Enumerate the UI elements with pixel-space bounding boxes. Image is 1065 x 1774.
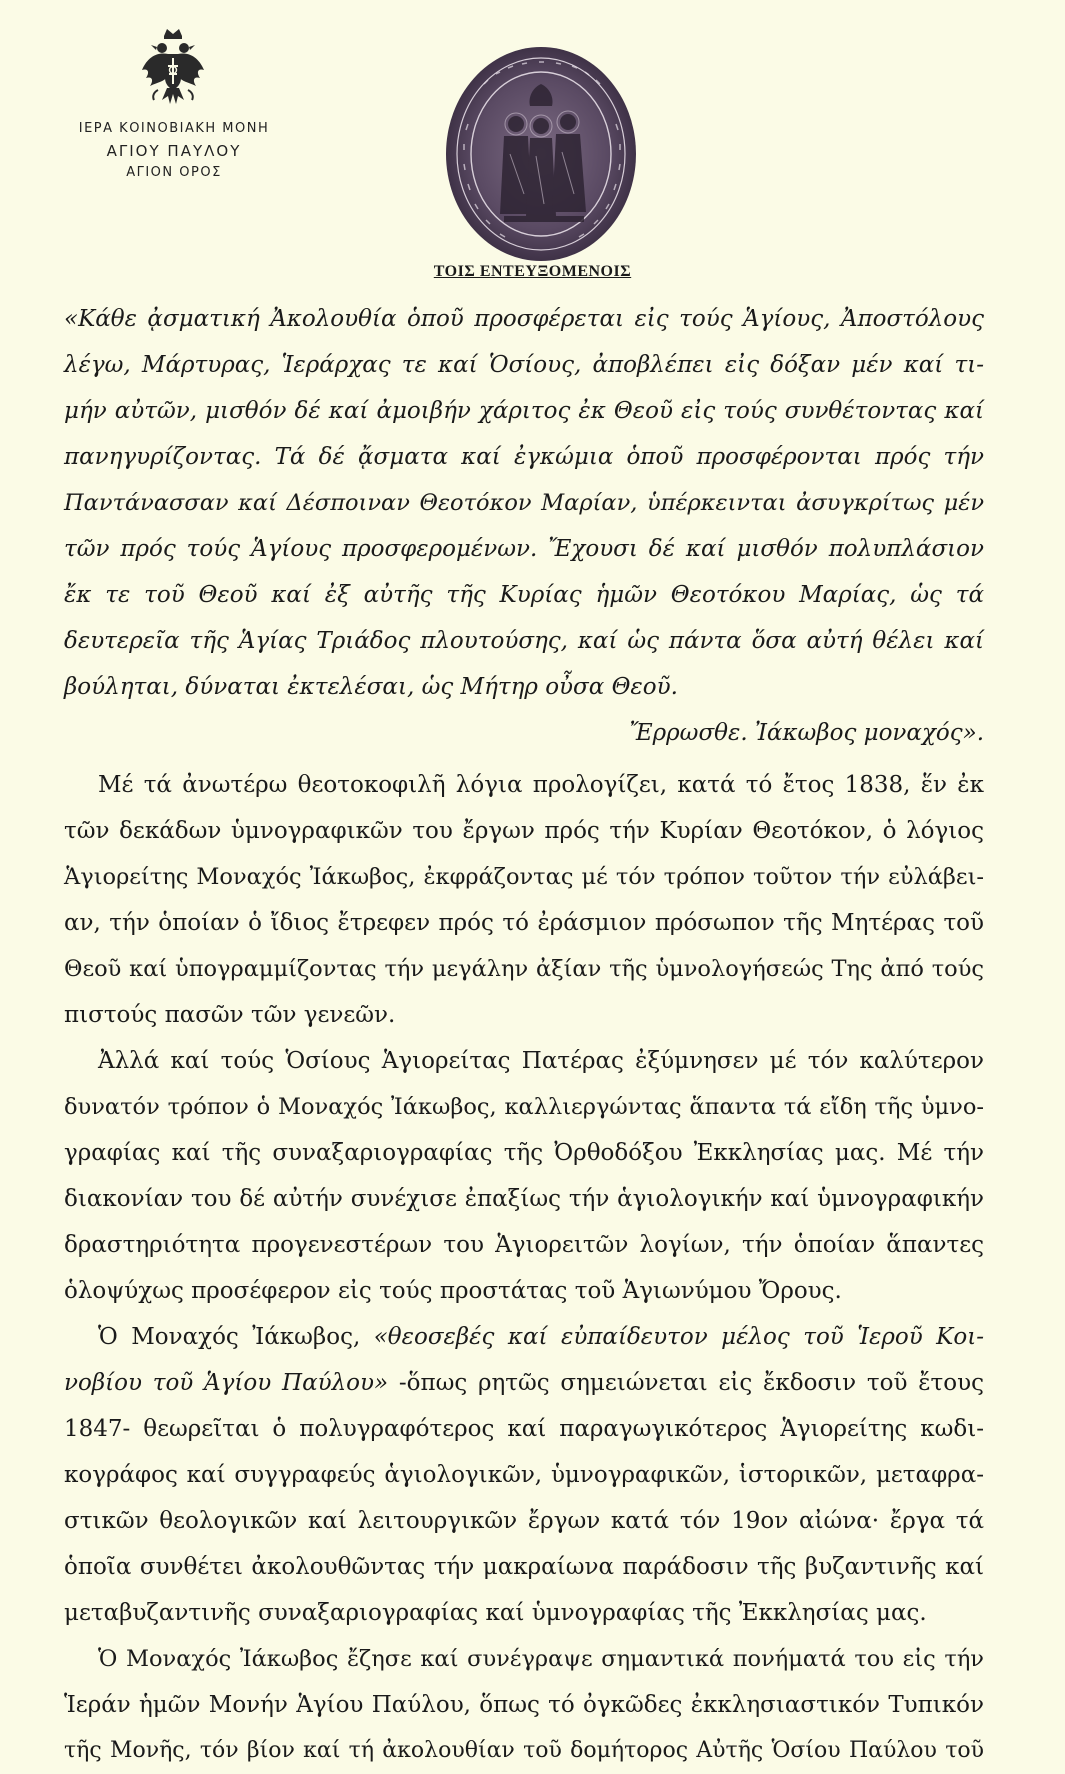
paragraph-line: κογράφος καί συγγραφεύς ἁγιολογικῶν, ὑμνογραφικῶν, ἱστορικῶν, μεταφρα-: [64, 1462, 984, 1488]
quote-line: πανηγυρίζοντας. Τά δέ ᾄσματα καί ἐγκώμια ὁποῦ προσφέρονται πρός τήν: [64, 444, 984, 470]
paragraph-line: Ἁγιορείτης Μοναχός Ἰάκωβος, ἐκφράζοντας μέ τόν τρόπον τοῦτον τήν εὐλάβει-: [64, 864, 984, 890]
paragraph-line: στικῶν θεολογικῶν καί λειτουργικῶν ἔργων κατά τόν 19ον αἰώνα· ἔργα τά: [64, 1508, 984, 1534]
letterhead-line-1: ΙΕΡΑ ΚΟΙΝΟΒΙΑΚΗ ΜΟΝΗ: [78, 121, 270, 136]
paragraph-line: Θεοῦ καί ὑπογραμμίζοντας τήν μεγάλην ἀξίαν τῆς ὑμνολογήσεώς Της ἀπό τούς: [64, 956, 984, 982]
paragraph-line: γραφίας καί τῆς συναξαριογραφίας τῆς Ὀρθοδόξου Ἐκκλησίας μας. Μέ τήν: [64, 1140, 984, 1166]
preface-quote: [64, 296, 984, 756]
paragraph-line: τῶν δεκάδων ὑμνογραφικῶν του ἔργων πρός τήν Κυρίαν Θεοτόκον, ὁ λόγιος: [64, 818, 984, 844]
paragraph-line: Ἱεράν ἡμῶν Μονήν Ἁγίου Παύλου, ὅπως τό ὀγκῶδες ἐκκλησιαστικόν Τυπικόν: [64, 1692, 984, 1718]
paragraph-4: [64, 1636, 984, 1774]
paragraph-line: δραστηριότητα προγενεστέρων του Ἁγιορειτῶν λογίων, τήν ὁποίαν ἅπαντες: [64, 1232, 984, 1258]
paragraph-1: [64, 762, 984, 1038]
monastery-letterhead: [54, 118, 294, 184]
paragraph-3: [64, 1314, 984, 1636]
paragraph-line: Ἀλλά καί τούς Ὁσίους Ἁγιορείτας Πατέρας ἐξύμνησεν μέ τόν καλύτερον: [98, 1048, 984, 1074]
paragraph-line: [64, 1360, 984, 1406]
paragraph-line: τῆς Μονῆς, τόν βίον καί τή ἀκολουθίαν τοῦ δομήτορος Αὐτῆς Ὁσίου Παύλου τοῦ: [64, 1738, 984, 1763]
letterhead-line-2: ΑΓΙΟΥ ΠΑΥΛΟΥ: [106, 142, 242, 160]
paragraph-line: πιστούς πασῶν τῶν γενεῶν.: [64, 1002, 396, 1028]
paragraph-line: δυνατόν τρόπον ὁ Μοναχός Ἰάκωβος, καλλιεργώντας ἅπαντα τά εἴδη τῆς ὑμνο-: [64, 1094, 984, 1120]
quote-line: ἔκ τε τοῦ Θεοῦ καί ἐξ αὐτῆς τῆς Κυρίας ἡμῶν Θεοτόκου Μαρίας, ὡς τά: [64, 582, 984, 608]
monastery-seal-icon: [444, 44, 638, 264]
quote-line: τῶν πρός τούς Ἁγίους προσφερομένων. Ἔχουσι δέ καί μισθόν πολυπλάσιον: [64, 536, 984, 562]
quote-line: Παντάνασσαν καί Δέσποιναν Θεοτόκον Μαρίαν, ὑπέρκεινται ἀσυγκρίτως μέν: [64, 490, 984, 516]
paragraph-line: ὁλοψύχως προσέφερον εἰς τούς προστάτας τοῦ Ἁγιωνύμου Ὄρους.: [64, 1278, 842, 1304]
paragraph-text: -ὅπως ρητῶς σημειώνεται εἰς ἔκδοσιν τοῦ ἔτους: [388, 1370, 984, 1396]
double-headed-eagle-icon: [140, 26, 206, 110]
paragraph-line: Ὁ Μοναχός Ἰάκωβος ἔζησε καί συνέγραψε σημαντικά πονήματά του εἰς τήν: [98, 1646, 984, 1672]
paragraph-line: Μέ τά ἀνωτέρω θεοτοκοφιλῆ λόγια προλογίζει, κατά τό ἔτος 1838, ἕν ἐκ: [98, 772, 984, 798]
body-text: [64, 296, 984, 1774]
page-heading: ΤΟΙΣ ΕΝΤΕΥΞΟΜΕΝΟΙΣ: [433, 263, 632, 280]
quote-line: λέγω, Μάρτυρας, Ἱεράρχας τε καί Ὁσίους, ἀποβλέπει εἰς δόξαν μέν καί τι-: [64, 352, 984, 378]
paragraph-line: μεταβυζαντινῆς συναξαριογραφίας καί ὑμνογραφίας τῆς Ἐκκλησίας μας.: [64, 1600, 927, 1626]
quote-line: μήν αὐτῶν, μισθόν δέ καί ἀμοιβήν χάριτος ἐκ Θεοῦ εἰς τούς συνθέτοντας καί: [64, 398, 984, 424]
quoted-phrase: «θεοσεβές καί εὐπαίδευτον μέλος τοῦ Ἱεροῦ Κοι-: [373, 1324, 984, 1350]
quote-signoff: Ἔρρωσθε. Ἰάκωβος μοναχός».: [629, 720, 984, 746]
quoted-phrase: νοβίου τοῦ Ἁγίου Παύλου»: [64, 1370, 389, 1396]
paragraph-text: Ὁ Μοναχός Ἰάκωβος,: [98, 1324, 374, 1350]
paragraph-line: [64, 1314, 984, 1360]
paragraph-2: [64, 1038, 984, 1314]
paragraph-line: διακονίαν του δέ αὐτήν συνέχισε ἐπαξίως τήν ἁγιολογικήν καί ὑμνογραφικήν: [64, 1186, 984, 1212]
paragraph-line: 1847- θεωρεῖται ὁ πολυγραφότερος καί παραγωγικότερος Ἁγιορείτης κωδι-: [64, 1416, 984, 1442]
quote-line: «Κάθε ᾀσματική Ἀκολουθία ὁποῦ προσφέρεται εἰς τούς Ἁγίους, Ἀποστόλους: [64, 306, 984, 332]
paragraph-line: αν, τήν ὁποίαν ὁ ἴδιος ἔτρεφεν πρός τό ἐράσμιον πρόσωπον τῆς Μητέρας τοῦ: [64, 910, 984, 936]
quote-line: δευτερεῖα τῆς Ἁγίας Τριάδος πλουτούσης, καί ὡς πάντα ὅσα αὐτή θέλει καί: [64, 628, 984, 654]
paragraph-line: ὁποῖα συνθέτει ἀκολουθῶντας τήν μακραίωνα παράδοσιν τῆς βυζαντινῆς καί: [64, 1554, 984, 1580]
letterhead-line-3: ΑΓΙΟΝ ΟΡΟΣ: [126, 165, 222, 180]
quote-line: βούληται, δύναται ἐκτελέσαι, ὡς Μήτηρ οὖσα Θεοῦ.: [64, 674, 678, 700]
